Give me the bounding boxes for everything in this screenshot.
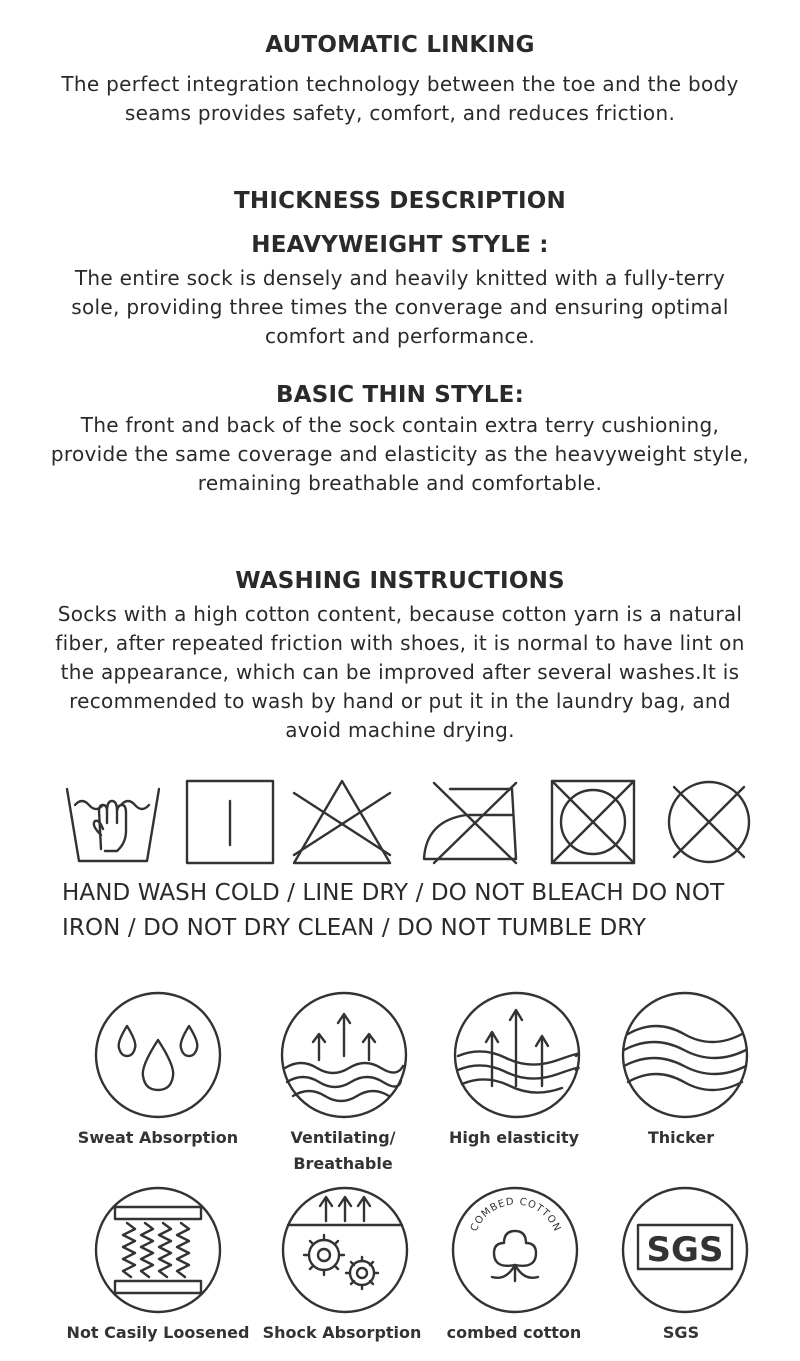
do-not-dry-clean-icon [662,775,757,870]
feature-label-breathable: Breathable [293,1154,393,1173]
do-not-iron-icon [418,775,513,870]
care-instructions-line-1: HAND WASH COLD / LINE DRY / DO NOT BLEACH DO NOT [62,880,725,906]
cotton-arc-text: COMBED COTTON [468,1196,563,1234]
automatic-linking-title: AUTOMATIC LINKING [265,32,535,58]
thick-waves-icon [620,990,750,1120]
feature-label-shock-absorption: Shock Absorption [262,1323,422,1342]
sweat-drops-icon [93,990,223,1120]
thin-style-text: The front and back of the sock contain extra terry cushioning, provide the same coverage and elasticity as the heavyweight style, remaining breathable and comfortable. [50,413,750,495]
feature-label-high-elasticity: High elasticity [448,1128,580,1147]
sgs-mark-text: SGS [646,1230,724,1270]
feature-label-sweat-absorption: Sweat Absorption [77,1128,239,1147]
sgs-logo-icon [620,1185,750,1315]
feature-label-not-easily-loosened: Not Casily Loosened [66,1323,250,1342]
do-not-tumble-dry-icon [548,775,643,870]
cotton-flower-icon [450,1185,580,1315]
feature-label-thicker: Thicker [647,1128,715,1147]
feature-label-sgs: SGS [662,1323,700,1342]
do-not-bleach-icon [290,775,385,870]
thickness-title: THICKNESS DESCRIPTION [234,188,566,214]
thin-style-title: BASIC THIN STYLE: [276,382,524,408]
ventilation-arrows-icon [279,990,409,1120]
washing-text: Socks with a high cotton content, because cotton yarn is a natural fiber, after repeated friction with shoes, it is normal to have lint on the appearance, which can be improved after several washes.It is recommended to wash by hand or put it in the laundry bag, and avoid machine drying. [55,602,745,742]
heavyweight-text: The entire sock is densely and heavily knitted with a fully-terry sole, providing three times the converage and ensuring optimal comfort and performance. [71,266,729,348]
hand-wash-icon [65,775,160,870]
care-instructions-line-2: IRON / DO NOT DRY CLEAN / DO NOT TUMBLE DRY [62,915,647,941]
feature-label-ventilating: Ventilating/ [290,1128,396,1147]
spring-icon [93,1185,223,1315]
gears-icon [280,1185,410,1315]
svg-text:COMBED COTTON [469,1196,563,1233]
automatic-linking-text: The perfect integration technology between the toe and the body seams provides safety, comfort, and reduces friction. [61,72,739,125]
heavyweight-title: HEAVYWEIGHT STYLE : [251,232,549,258]
elasticity-waves-icon [452,990,582,1120]
feature-label-combed-cotton: combed cotton [446,1323,582,1342]
washing-title: WASHING INSTRUCTIONS [235,568,565,594]
line-dry-icon [183,775,278,870]
